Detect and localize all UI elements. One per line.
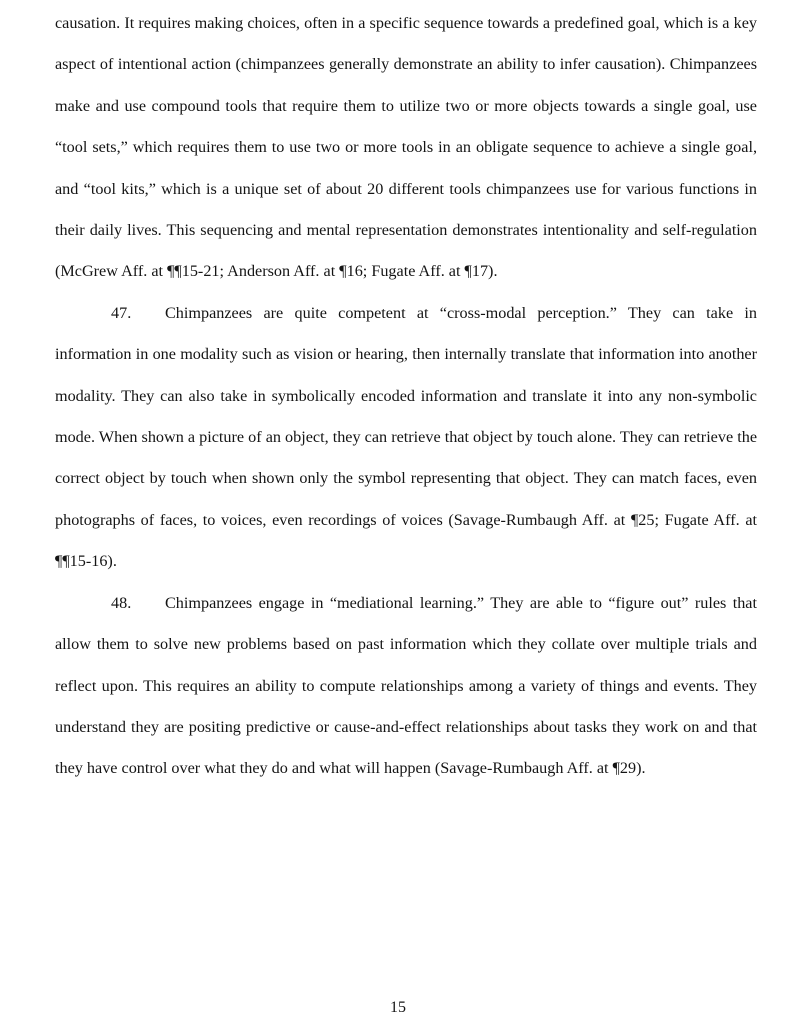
paragraph-number: 47. — [111, 303, 132, 322]
body-text — [55, 3, 757, 790]
paragraph-text: Chimpanzees engage in “mediational learning.” They are able to “figure out” rules that allow them to solve new problems based on past information which they collate over multiple trials and reflect upon. This requires an ability to compute relationships among a variety of things and events. They understand they are positing predictive or cause-and-effect relationships about tasks they work on and that they have control over what they do and what will happen (Savage-Rumbaugh Aff. at ¶29). — [55, 593, 757, 778]
paragraph-text: Chimpanzees are quite competent at “cross-modal perception.” They can take in information in one modality such as vision or hearing, then internally translate that information into another modality. They can also take in symbolically encoded information and translate it into any non-symbolic mode. When shown a picture of an object, they can retrieve that object by touch alone. They can retrieve the correct object by touch when shown only the symbol representing that object. They can match faces, even photographs of faces, to voices, even recordings of voices (Savage-Rumbaugh Aff. at ¶25; Fugate Aff. at ¶¶15-16). — [55, 303, 757, 571]
continued-paragraph: causation. It requires making choices, often in a specific sequence towards a predefined goal, which is a key aspect of intentional action (chimpanzees generally demonstrate an ability to infer causation). Chimpanzees make and use compound tools that require them to utilize two or more objects towards a single goal, use “tool sets,” which requires them to use two or more tools in an obligate sequence to achieve a single goal, and “tool kits,” which is a unique set of about 20 different tools chimpanzees use for various functions in their daily lives. This sequencing and mental representation demonstrates intentionality and self-regulation (McGrew Aff. at ¶¶15-21; Anderson Aff. at ¶16; Fugate Aff. at ¶17). — [55, 14, 757, 281]
paragraph-48 — [55, 583, 757, 790]
paragraph-number: 48. — [111, 593, 132, 612]
page-number: 15 — [390, 999, 406, 1016]
paragraph-47 — [55, 293, 757, 583]
